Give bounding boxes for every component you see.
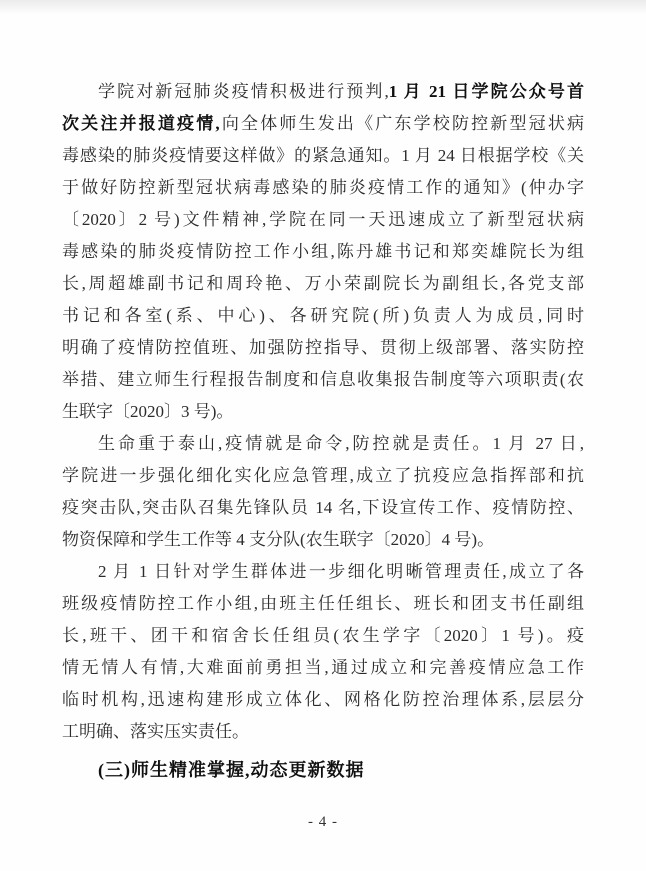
text-line [62, 172, 584, 204]
text-line [62, 428, 584, 460]
paragraphs [62, 76, 584, 748]
text-line [62, 588, 584, 620]
text-segment: 学院进一步强化细化实化应急管理,成立了抗疫应急指挥部和抗 [62, 466, 584, 485]
text-line [62, 652, 584, 684]
bold-text-segment: 次关注并报道疫情, [62, 114, 220, 133]
text-segment: 书记和各室(系、中心)、各研究院(所)负责人为成员,同时 [62, 306, 584, 325]
text-line [62, 556, 584, 588]
text-line [62, 396, 584, 428]
section-heading: (三)师生精准掌握,动态更新数据 [98, 760, 365, 780]
text-segment: 疫突击队,突击队召集先锋队员 14 名,下设宣传工作、疫情防控、 [62, 498, 584, 517]
text-line [62, 460, 584, 492]
text-line [62, 524, 584, 556]
text-line [62, 492, 584, 524]
text-segment: 情无情人有情,大难面前勇担当,通过成立和完善疫情应急工作 [62, 658, 584, 677]
text-segment: 2 月 1 日针对学生群体进一步细化明晰管理责任,成立了各 [98, 562, 584, 581]
text-segment: 生命重于泰山,疫情就是命令,防控就是责任。1 月 27 日, [98, 434, 584, 453]
text-line [62, 716, 584, 748]
text-line [62, 236, 584, 268]
text-segment: 临时机构,迅速构建形成立体化、网格化防控治理体系,层层分 [62, 690, 584, 709]
page-number: - 4 - [308, 814, 338, 830]
text-segment: 毒感染的肺炎疫情要这样做》的紧急通知。1 月 24 日根据学校《关 [62, 146, 584, 165]
text-segment: 长,班干、团干和宿舍长任组员(农生学字〔2020〕1 号)。疫 [62, 626, 584, 645]
text-segment: 〔2020〕2 号)文件精神,学院在同一天迅速成立了新型冠状病 [62, 210, 584, 229]
text-line [62, 620, 584, 652]
text-segment: 物资保障和学生工作等 4 支分队(农生联字〔2020〕4 号)。 [62, 530, 495, 549]
text-segment: 于做好防控新型冠状病毒感染的肺炎疫情工作的通知》(仲办字 [62, 178, 584, 197]
text-line [62, 332, 584, 364]
text-segment: 举措、建立师生行程报告制度和信息收集报告制度等六项职责(农 [62, 370, 584, 389]
text-segment: 工明确、落实压实责任。 [62, 722, 249, 741]
document-body [62, 76, 584, 787]
text-line [62, 268, 584, 300]
text-segment: 毒感染的肺炎疫情防控工作小组,陈丹雄书记和郑奕雄院长为组 [62, 242, 584, 261]
text-line [62, 300, 584, 332]
text-segment: 学院对新冠肺炎疫情积极进行预判, [98, 82, 389, 101]
text-line [62, 76, 584, 108]
text-line [62, 684, 584, 716]
text-segment: 班级疫情防控工作小组,由班主任任组长、班长和团支书任副组 [62, 594, 584, 613]
text-line [62, 108, 584, 140]
text-line [62, 364, 584, 396]
text-segment: 生联字〔2020〕3 号)。 [62, 402, 234, 421]
text-line [62, 140, 584, 172]
text-segment: 明确了疫情防控值班、加强防控指导、贯彻上级部署、落实防控 [62, 338, 584, 357]
bold-text-segment: 1 月 21 日学院公众号首 [388, 82, 584, 101]
text-segment: 长,周超雄副书记和周玲艳、万小荣副院长为副组长,各党支部 [62, 274, 584, 293]
text-segment: 向全体师生发出《广东学校防控新型冠状病 [219, 114, 584, 133]
text-line [62, 204, 584, 236]
page-top-shadow [0, 0, 646, 16]
